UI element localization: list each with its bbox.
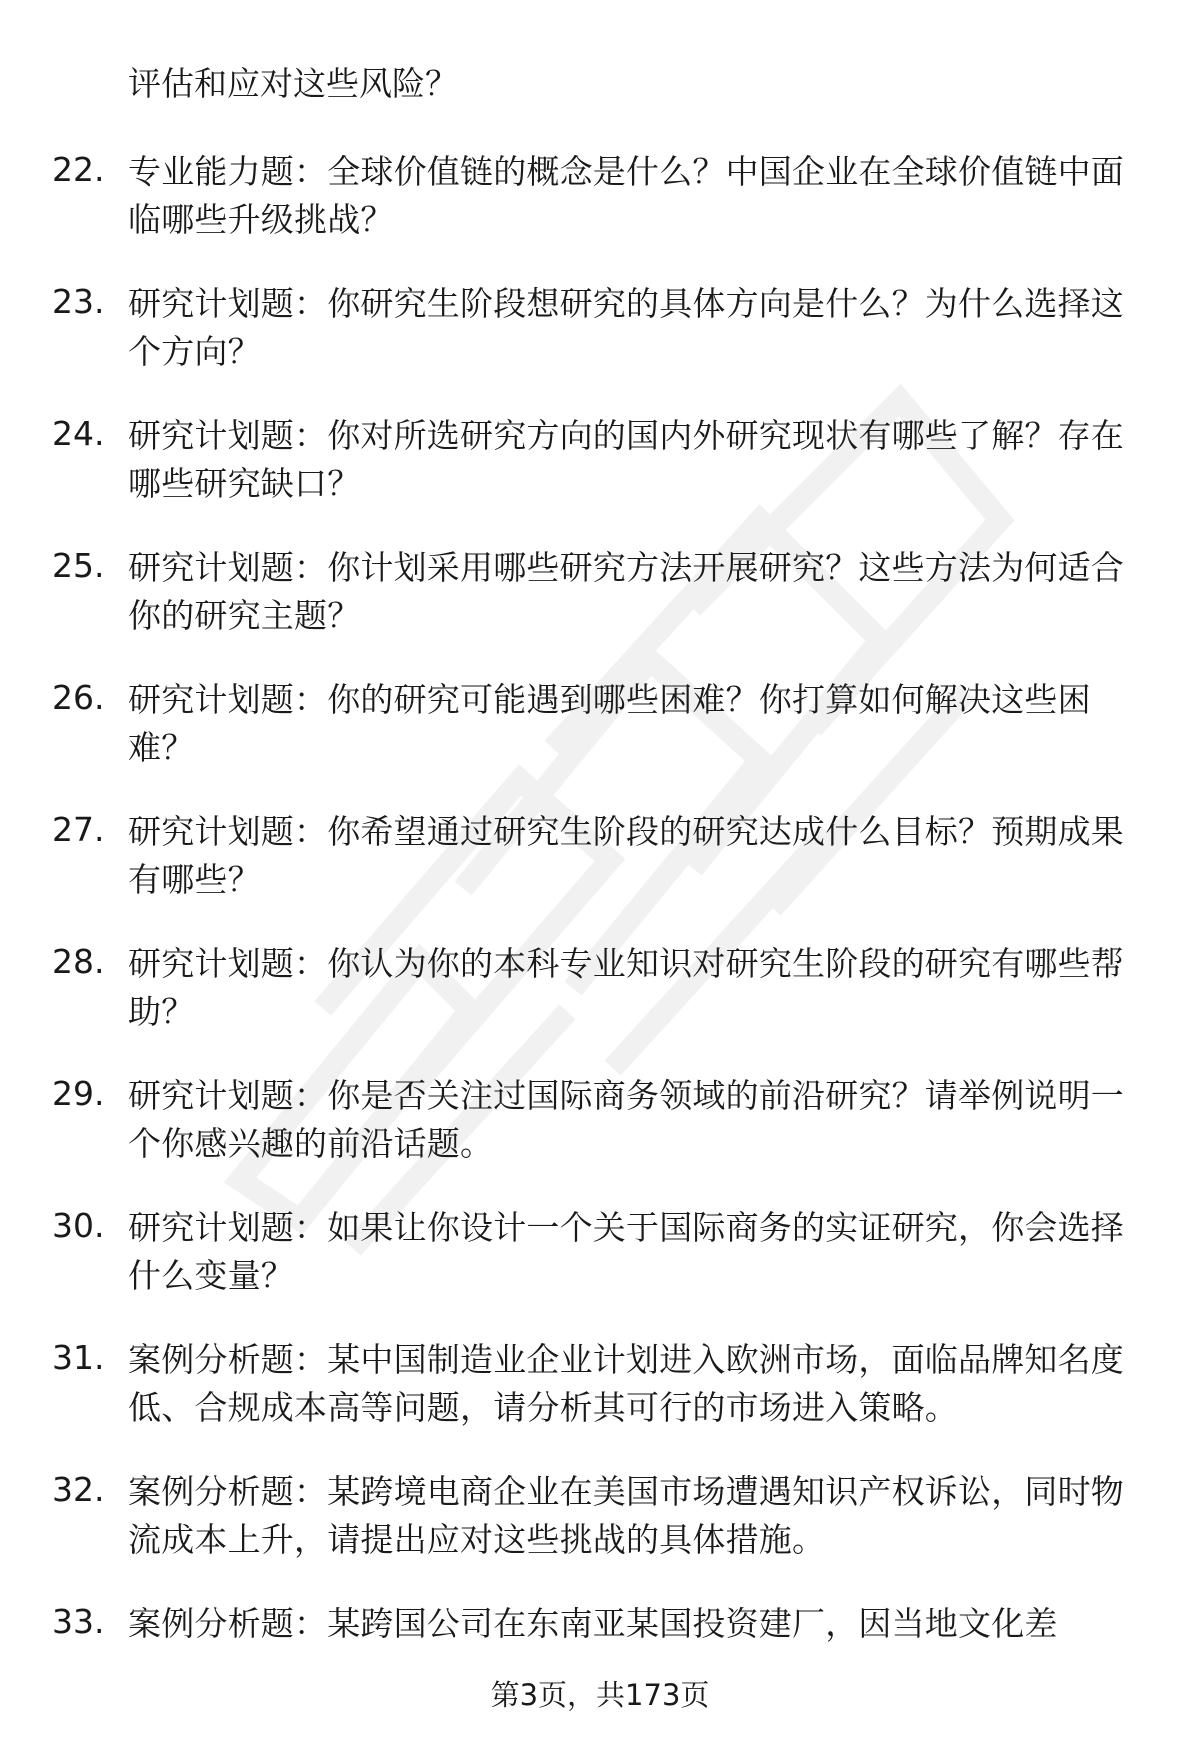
question-number: 32.: [52, 1470, 105, 1509]
question-text: 专业能力题：全球价值链的概念是什么？中国企业在全球价值链中面临哪些升级挑战？: [128, 152, 1124, 239]
question-text: 研究计划题：你是否关注过国际商务领域的前沿研究？请举例说明一个你感兴趣的前沿话题。: [128, 1076, 1124, 1163]
question-text: 案例分析题：某跨境电商企业在美国市场遭遇知识产权诉讼，同时物流成本上升，请提出应对这些挑战的具体措施。: [128, 1472, 1124, 1559]
question-text: 研究计划题：你认为你的本科专业知识对研究生阶段的研究有哪些帮助？: [128, 944, 1124, 1031]
question-number: 23.: [52, 282, 105, 321]
question-item: [0, 1468, 1200, 1559]
question-text: 研究计划题：你的研究可能遇到哪些困难？你打算如何解决这些困难？: [128, 680, 1091, 767]
question-item: [0, 676, 1200, 767]
question-item: [0, 1072, 1200, 1163]
question-text: 研究计划题：如果让你设计一个关于国际商务的实证研究，你会选择什么变量？: [128, 1208, 1124, 1295]
question-item: [0, 280, 1200, 371]
question-item: [0, 412, 1200, 503]
question-number: 27.: [52, 810, 105, 849]
question-item: [0, 1204, 1200, 1295]
question-number: 33.: [52, 1602, 105, 1641]
question-item: [0, 148, 1200, 239]
question-text: 案例分析题：某中国制造业企业计划进入欧洲市场，面临品牌知名度低、合规成本高等问题，请分析其可行的市场进入策略。: [128, 1340, 1124, 1427]
question-number: 22.: [52, 150, 105, 189]
page-footer: 第3页，共173页: [490, 1678, 710, 1712]
question-number: 26.: [52, 678, 105, 717]
question-text: 研究计划题：你希望通过研究生阶段的研究达成什么目标？预期成果有哪些？: [128, 812, 1124, 899]
question-text: 研究计划题：你对所选研究方向的国内外研究现状有哪些了解？存在哪些研究缺口？: [128, 416, 1124, 503]
question-list: [0, 148, 1200, 1732]
question-number: 28.: [52, 942, 105, 981]
question-item: [0, 1336, 1200, 1427]
question-number: 25.: [52, 546, 105, 585]
continuation-line: 评估和应对这些风险？: [128, 64, 458, 103]
question-item: [0, 544, 1200, 635]
question-number: 29.: [52, 1074, 105, 1113]
question-text: 案例分析题：某跨国公司在东南亚某国投资建厂，因当地文化差: [128, 1604, 1058, 1643]
question-number: 31.: [52, 1338, 105, 1377]
question-text: 研究计划题：你研究生阶段想研究的具体方向是什么？为什么选择这个方向？: [128, 284, 1124, 371]
question-item: [0, 808, 1200, 899]
question-item: [0, 940, 1200, 1031]
question-number: 24.: [52, 414, 105, 453]
question-text: 研究计划题：你计划采用哪些研究方法开展研究？这些方法为何适合你的研究主题？: [128, 548, 1124, 635]
question-number: 30.: [52, 1206, 105, 1245]
